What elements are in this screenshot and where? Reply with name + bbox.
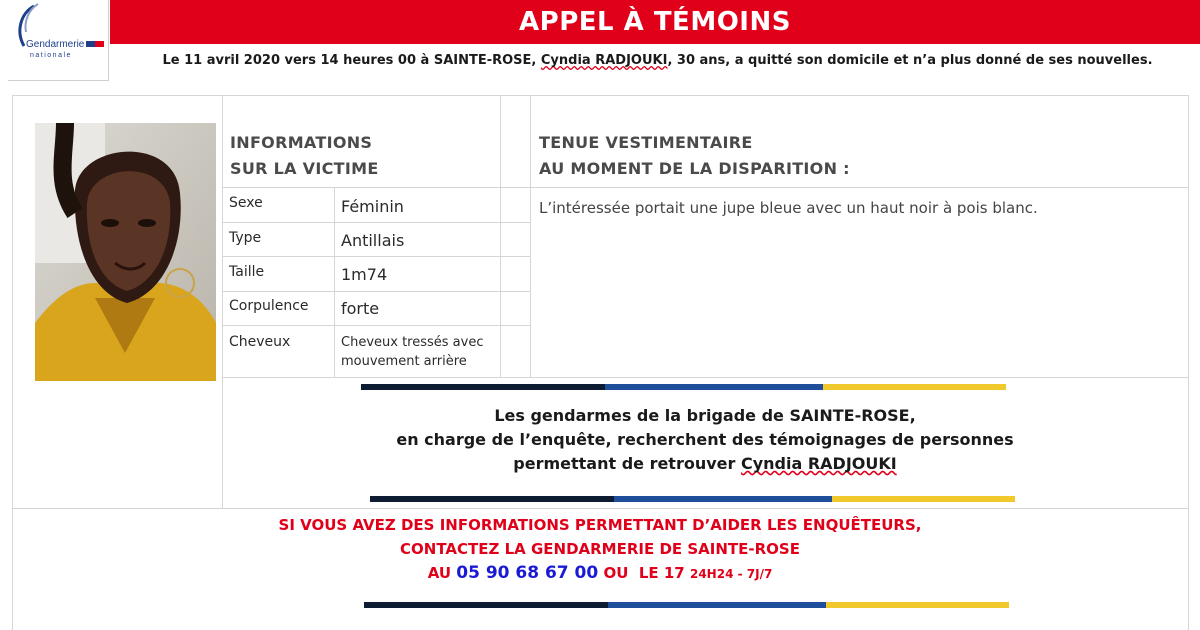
tricolor-blue [614, 496, 832, 502]
clothing-heading [539, 130, 1179, 182]
tricolor-navy [370, 496, 614, 502]
emergency-number[interactable]: 17 [663, 564, 685, 582]
victim-heading-line2: SUR LA VICTIME [230, 159, 379, 178]
divider [1188, 95, 1189, 630]
message-line3-before: permettant de retrouver [513, 454, 741, 473]
info-label-corpulence: Corpulence [229, 298, 309, 314]
info-value-cheveux [341, 333, 499, 371]
tricolor-yellow [832, 496, 1015, 502]
info-value-taille: 1m74 [341, 265, 388, 284]
message-line3 [330, 452, 1080, 476]
summary-before: Le 11 avril 2020 vers 14 heures 00 à SAINTE-ROSE, [162, 53, 541, 68]
page-title: APPEL À TÉMOINS [519, 7, 791, 37]
divider [12, 95, 1188, 96]
tricolor-blue [605, 384, 823, 390]
divider [222, 325, 530, 326]
info-label-taille: Taille [229, 264, 265, 280]
tricolor-navy [364, 602, 608, 608]
message-name: Cyndia RADJOUKI [740, 454, 897, 473]
tricolor-navy [361, 384, 605, 390]
message-line2: en charge de l’enquête, recherchent des témoignages de personnes [396, 430, 1014, 449]
divider [222, 222, 530, 223]
info-value-corpulence: forte [341, 299, 380, 318]
divider [222, 187, 1188, 188]
divider [222, 377, 1188, 378]
info-value-type: Antillais [341, 231, 405, 250]
contact-line2: CONTACTEZ LA GENDARMERIE DE SAINTE-ROSE [400, 540, 800, 558]
clothing-heading-line1: TENUE VESTIMENTAIRE [539, 133, 753, 152]
divider [12, 508, 1188, 509]
contact-hours: 24H24 - 7J/7 [689, 567, 773, 581]
victim-photo [35, 123, 216, 381]
gendarmerie-logo [8, 0, 109, 81]
investigation-message [330, 404, 1080, 476]
logo-line2: nationale [30, 52, 72, 59]
victim-heading-line1: INFORMATIONS [230, 133, 373, 152]
contact-block [220, 513, 980, 586]
info-label-cheveux: Cheveux [229, 334, 291, 350]
contact-ou-le: OU LE [603, 564, 659, 582]
tricolor-yellow [823, 384, 1006, 390]
divider [12, 95, 13, 630]
clothing-description: L’intéressée portait une jupe bleue avec un haut noir à pois blanc. [539, 199, 1038, 217]
logo-line1: Gendarmerie [26, 39, 85, 50]
info-label-sexe: Sexe [229, 195, 263, 211]
gendarmerie-logo-icon [8, 0, 108, 80]
summary-after: , 30 ans, a quitté son domicile et n’a plus donné de ses nouvelles. [667, 53, 1153, 68]
victim-heading [230, 130, 495, 182]
contact-au: AU [427, 564, 452, 582]
tricolor-blue [608, 602, 826, 608]
tricolor-yellow [826, 602, 1009, 608]
divider [222, 95, 223, 508]
phone-number[interactable]: 05 90 68 67 00 [456, 563, 599, 583]
info-value-sexe: Féminin [341, 197, 404, 216]
contact-line3 [220, 561, 980, 586]
info-label-type: Type [229, 230, 262, 246]
divider [334, 188, 335, 378]
divider [222, 256, 530, 257]
tricolor-bar [361, 384, 1006, 390]
cheveux-line2: mouvement arrière [341, 354, 467, 369]
tricolor-bar [364, 602, 1009, 608]
summary-name: Cyndia RADJOUKI [540, 53, 668, 68]
divider [530, 95, 531, 378]
tricolor-bar [370, 496, 1015, 502]
message-line1: Les gendarmes de la brigade de SAINTE-ROSE, [494, 406, 916, 425]
divider [222, 291, 530, 292]
contact-line1: SI VOUS AVEZ DES INFORMATIONS PERMETTANT D’AIDER LES ENQUÊTEURS, [278, 516, 922, 534]
incident-summary [120, 53, 1195, 68]
clothing-heading-line2: AU MOMENT DE LA DISPARITION : [539, 159, 850, 178]
divider [500, 95, 501, 378]
cheveux-line1: Cheveux tressés avec [341, 335, 484, 350]
